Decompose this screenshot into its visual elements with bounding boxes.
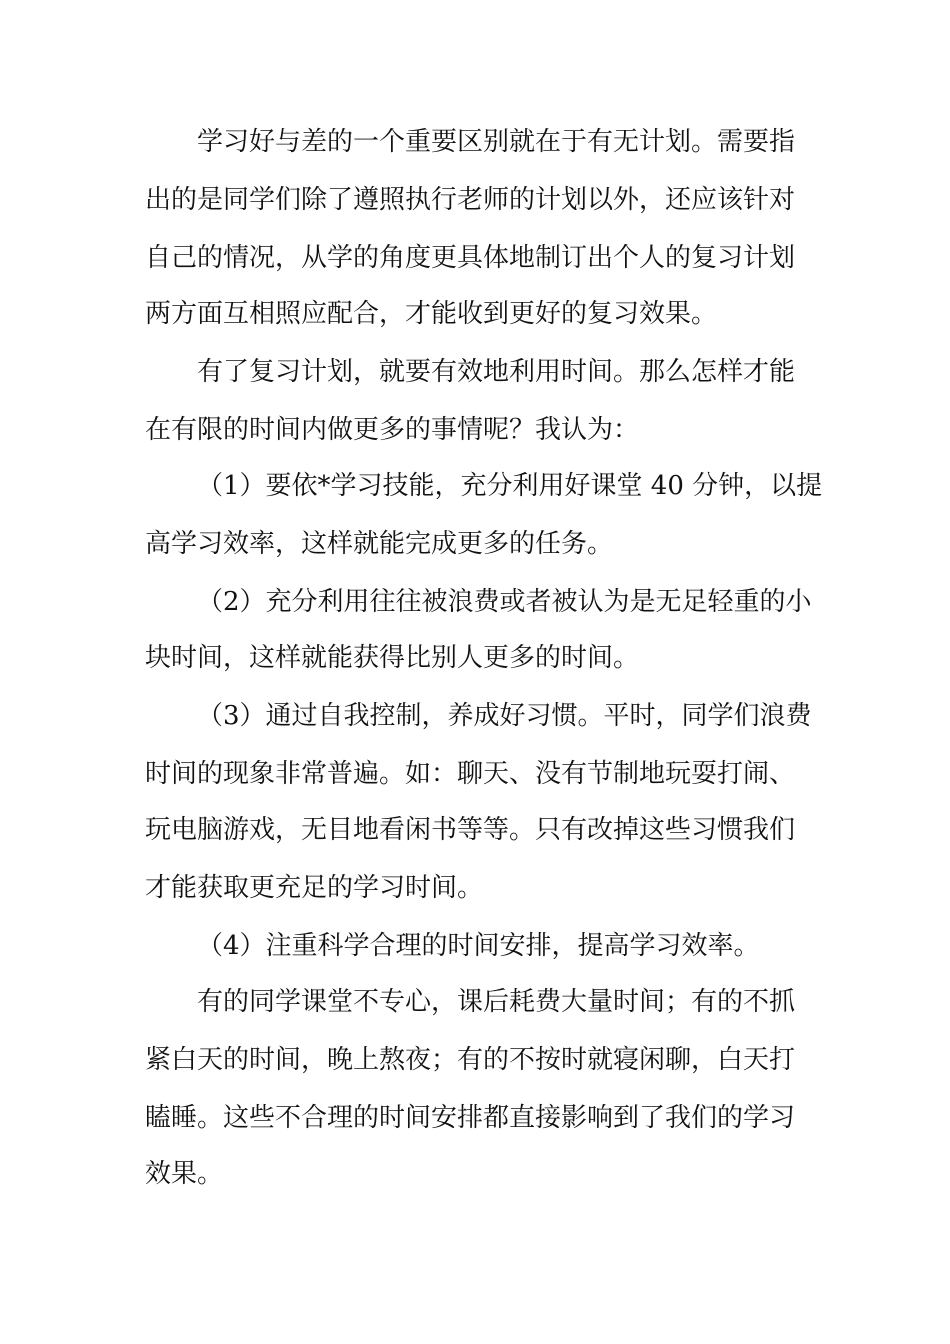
text-line: （4）注重科学合理的时间安排，提高学习效率。 — [197, 931, 760, 961]
text-line: 两方面互相照应配合，才能收到更好的复习效果。 — [145, 299, 718, 329]
text-line: 自己的情况，从学的角度更具体地制订出个人的复习计划 — [145, 243, 796, 273]
text-line: 出的是同学们除了遵照执行老师的计划以外，还应该针对 — [145, 185, 796, 215]
text-line: （1）要依*学习技能，充分利用好课堂 40 分钟，以提 — [197, 471, 823, 501]
text-line: 学习好与差的一个重要区别就在于有无计划。需要指 — [197, 127, 796, 157]
text-line: 高学习效率，这样就能完成更多的任务。 — [145, 529, 614, 559]
text-line: 有了复习计划，就要有效地利用时间。那么怎样才能 — [197, 357, 796, 387]
text-line: 效果。 — [145, 1159, 224, 1189]
text-line: （2）充分利用往往被浪费或者被认为是无足轻重的小 — [197, 587, 812, 617]
text-line: 玩电脑游戏，无目地看闲书等等。只有改掉这些习惯我们 — [145, 815, 796, 845]
text-line: 在有限的时间内做更多的事情呢？我认为： — [145, 415, 640, 445]
text-line: （3）通过自我控制，养成好习惯。平时，同学们浪费 — [197, 701, 812, 731]
text-line: 瞌睡。这些不合理的时间安排都直接影响到了我们的学习 — [145, 1103, 796, 1133]
text-line: 时间的现象非常普遍。如：聊天、没有节制地玩耍打闹、 — [145, 759, 796, 789]
text-line: 才能获取更充足的学习时间。 — [145, 873, 484, 903]
text-line: 紧白天的时间，晚上熬夜；有的不按时就寝闲聊，白天打 — [145, 1045, 796, 1075]
text-line: 有的同学课堂不专心，课后耗费大量时间；有的不抓 — [197, 987, 796, 1017]
text-line: 块时间，这样就能获得比别人更多的时间。 — [145, 643, 640, 673]
